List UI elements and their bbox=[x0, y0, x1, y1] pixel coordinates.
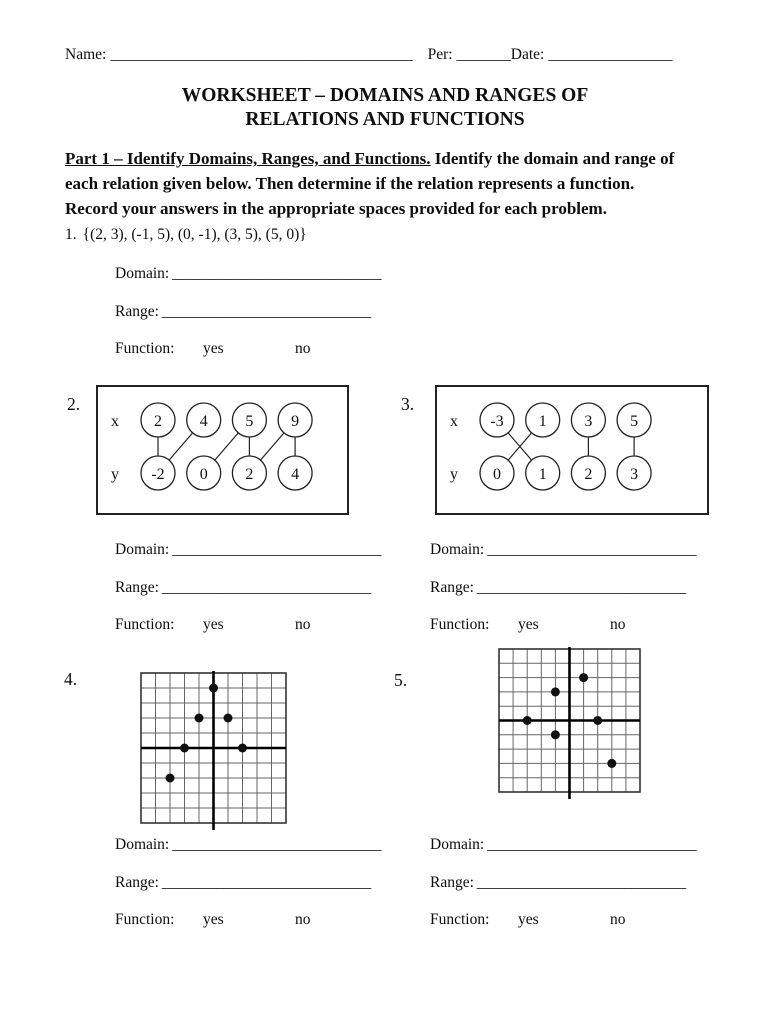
per-label: Per: bbox=[427, 46, 453, 63]
date-label: Date: bbox=[510, 46, 545, 63]
row-x-label: x bbox=[450, 413, 458, 430]
range-blank[interactable]: ___________________________ bbox=[161, 303, 372, 320]
grid-dot bbox=[607, 759, 616, 768]
range-label: Range: bbox=[115, 579, 159, 596]
problem-3-number: 3. bbox=[401, 394, 415, 414]
grid-dot bbox=[593, 716, 602, 725]
mapping-value-x: 5 bbox=[630, 413, 639, 430]
grid-dot bbox=[579, 673, 588, 682]
function-option-yes[interactable]: yes bbox=[518, 616, 539, 633]
problem-1-number: 1. bbox=[65, 226, 77, 243]
mapping-value-x: 2 bbox=[154, 413, 162, 430]
mapping-connector-line bbox=[261, 433, 284, 459]
function-option-yes[interactable]: yes bbox=[203, 616, 224, 633]
date-blank[interactable]: ________________ bbox=[548, 46, 673, 63]
grid-dot bbox=[238, 744, 247, 753]
function-option-yes[interactable]: yes bbox=[518, 911, 539, 928]
mapping-value-x: 9 bbox=[291, 413, 300, 430]
mapping-value-y: -2 bbox=[151, 466, 165, 483]
range-blank[interactable]: ___________________________ bbox=[476, 579, 687, 596]
domain-label: Domain: bbox=[115, 265, 170, 282]
grid-svg-problem-5 bbox=[497, 647, 642, 802]
range-label: Range: bbox=[430, 579, 474, 596]
answers-problem-3 bbox=[430, 541, 730, 641]
answers-problem-5 bbox=[430, 836, 730, 936]
grid-dot bbox=[523, 716, 532, 725]
function-option-no[interactable]: no bbox=[610, 911, 626, 928]
function-option-no[interactable]: no bbox=[610, 616, 626, 633]
grid-dot bbox=[166, 774, 175, 783]
domain-label: Domain: bbox=[430, 836, 485, 853]
mapping-diagram-problem-2 bbox=[96, 385, 349, 515]
grid-svg-problem-4 bbox=[139, 671, 288, 833]
mapping-diagram-problem-3 bbox=[435, 385, 709, 515]
function-option-no[interactable]: no bbox=[295, 911, 311, 928]
mapping-connector-line bbox=[169, 433, 192, 459]
worksheet-title bbox=[0, 84, 770, 132]
mapping-value-y: 0 bbox=[493, 466, 501, 483]
grid-dot bbox=[195, 714, 204, 723]
problem-4-number: 4. bbox=[64, 669, 78, 689]
function-option-yes[interactable]: yes bbox=[203, 911, 224, 928]
title-line-1: WORKSHEET – DOMAINS AND RANGES OF bbox=[181, 85, 589, 106]
grid-dot bbox=[224, 714, 233, 723]
range-blank[interactable]: ___________________________ bbox=[476, 874, 687, 891]
answers-problem-2 bbox=[115, 541, 415, 641]
grid-dot bbox=[209, 684, 218, 693]
mapping-svg-problem-2 bbox=[98, 387, 343, 509]
domain-blank[interactable]: ___________________________ bbox=[172, 836, 382, 853]
function-label: Function: bbox=[115, 616, 175, 633]
domain-blank[interactable]: ___________________________ bbox=[172, 265, 382, 282]
part1-heading: Part 1 – Identify Domains, Ranges, and Functions. bbox=[65, 149, 431, 168]
grid-dot bbox=[551, 687, 560, 696]
problem-1 bbox=[65, 226, 307, 244]
coordinate-grid-problem-4 bbox=[139, 671, 288, 838]
header-row bbox=[65, 46, 672, 64]
range-label: Range: bbox=[430, 874, 474, 891]
problem-5-number: 5. bbox=[394, 670, 408, 690]
part1-line1-rest: Identify the domain and range of bbox=[434, 149, 675, 168]
function-label: Function: bbox=[430, 911, 490, 928]
mapping-connector-line bbox=[215, 433, 238, 459]
function-label: Function: bbox=[430, 616, 490, 633]
grid-dot bbox=[551, 730, 560, 739]
domain-label: Domain: bbox=[115, 836, 170, 853]
function-option-yes[interactable]: yes bbox=[203, 340, 224, 357]
domain-label: Domain: bbox=[430, 541, 485, 558]
answers-problem-4 bbox=[115, 836, 415, 936]
range-blank[interactable]: ___________________________ bbox=[161, 874, 372, 891]
answers-problem-1 bbox=[115, 265, 415, 365]
mapping-value-y: 1 bbox=[538, 466, 547, 483]
part1-line2: each relation given below. Then determine if the relation represents a function. bbox=[65, 174, 635, 193]
per-blank[interactable]: _______ bbox=[456, 46, 511, 63]
row-y-label: y bbox=[450, 466, 458, 483]
mapping-value-y: 2 bbox=[245, 466, 254, 483]
name-label: Name: bbox=[65, 46, 107, 63]
mapping-value-y: 4 bbox=[291, 466, 300, 483]
function-option-no[interactable]: no bbox=[295, 340, 311, 357]
row-x-label: x bbox=[111, 413, 119, 430]
row-y-label: y bbox=[111, 466, 119, 483]
domain-blank[interactable]: ___________________________ bbox=[487, 836, 697, 853]
function-option-no[interactable]: no bbox=[295, 616, 311, 633]
domain-label: Domain: bbox=[115, 541, 170, 558]
mapping-value-x: -3 bbox=[490, 413, 504, 430]
mapping-value-y: 3 bbox=[630, 466, 639, 483]
domain-blank[interactable]: ___________________________ bbox=[487, 541, 697, 558]
grid-group bbox=[499, 647, 640, 799]
grid-dot bbox=[180, 744, 189, 753]
title-line-2: RELATIONS AND FUNCTIONS bbox=[245, 109, 525, 130]
mapping-svg-problem-3 bbox=[437, 387, 703, 509]
range-label: Range: bbox=[115, 303, 159, 320]
problem-2-number: 2. bbox=[67, 394, 81, 414]
problem-1-relation-set: {(2, 3), (-1, 5), (0, -1), (3, 5), (5, 0)} bbox=[82, 226, 307, 243]
mapping-value-x: 5 bbox=[245, 413, 254, 430]
function-label: Function: bbox=[115, 911, 175, 928]
range-label: Range: bbox=[115, 874, 159, 891]
part1-instructions bbox=[65, 146, 725, 221]
function-label: Function: bbox=[115, 340, 175, 357]
coordinate-grid-problem-5 bbox=[497, 647, 642, 807]
mapping-value-x: 4 bbox=[199, 413, 208, 430]
mapping-value-y: 0 bbox=[199, 466, 208, 483]
domain-blank[interactable]: ___________________________ bbox=[172, 541, 382, 558]
mapping-value-x: 3 bbox=[584, 413, 593, 430]
mapping-value-y: 2 bbox=[584, 466, 593, 483]
mapping-value-x: 1 bbox=[538, 413, 547, 430]
range-blank[interactable]: ___________________________ bbox=[161, 579, 372, 596]
part1-line3: Record your answers in the appropriate spaces provided for each problem. bbox=[65, 199, 607, 218]
grid-group bbox=[141, 671, 286, 830]
name-blank[interactable]: _______________________________________ bbox=[110, 46, 413, 63]
